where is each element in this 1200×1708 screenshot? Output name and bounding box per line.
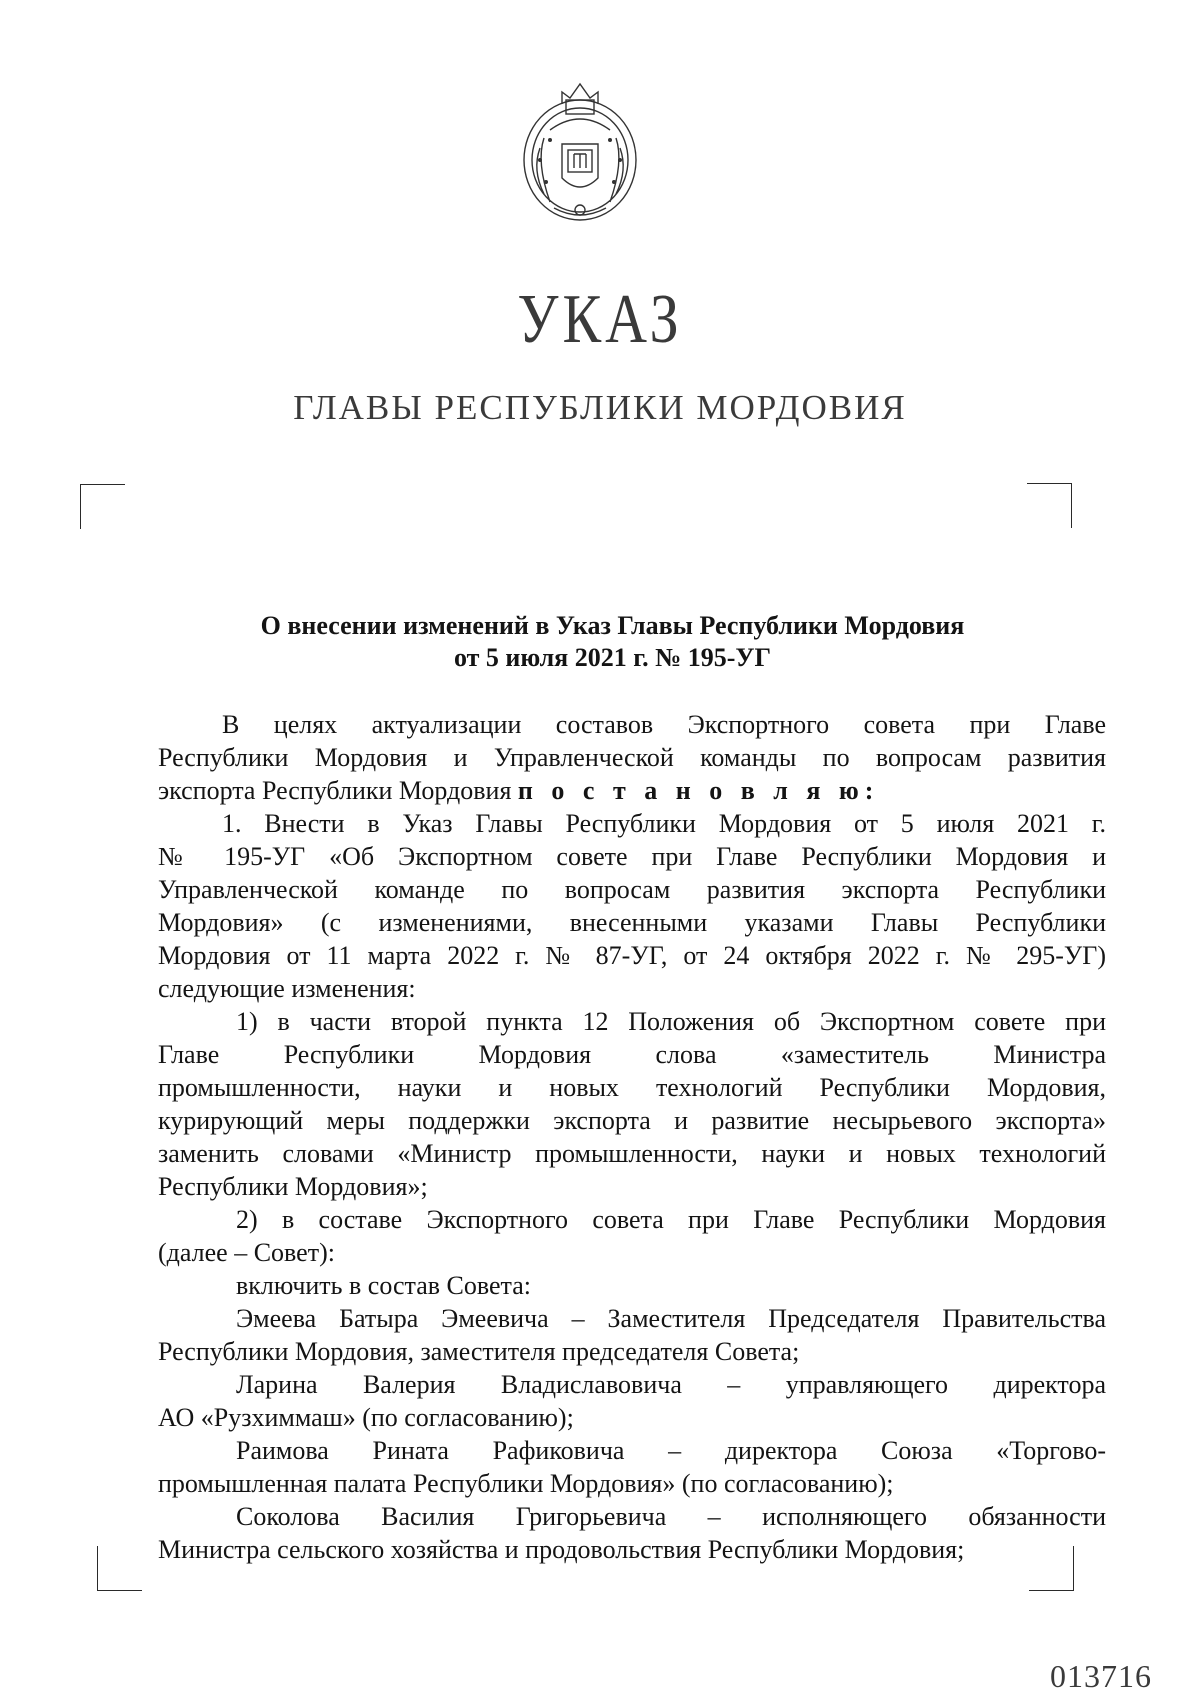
document-title [200, 610, 1025, 674]
sub1-line: заменить словами «Министр промышленности, науки и новых технологий [158, 1139, 1106, 1168]
member-line: Соколова Василия Григорьевича – исполняющего обязанности [236, 1502, 1106, 1531]
sub1-line: курирующий меры поддержки экспорта и развитие несырьевого экспорта» [158, 1106, 1106, 1135]
member-line: Ларина Валерия Владиславовича – управляющего директора [236, 1370, 1106, 1399]
sub1-line: Республики Мордовия»; [158, 1172, 428, 1201]
decree-header-subtitle: ГЛАВЫ РЕСПУБЛИКИ МОРДОВИЯ [293, 388, 907, 427]
sub1-line: Главе Республики Мордовия слова «заместитель Министра [158, 1040, 1106, 1069]
corner-mark-top-left [80, 484, 125, 529]
sub1-line: 1) в части второй пункта 12 Положения об Экспортном совете при [236, 1007, 1106, 1036]
corner-mark-top-right [1027, 483, 1072, 528]
sub2-line: включить в состав Совета: [236, 1271, 531, 1300]
item1-line: № 195-УГ «Об Экспортном совете при Главе Республики Мордовия и [158, 842, 1106, 871]
sub2-line: 2) в составе Экспортного совета при Главе Республики Мордовия [236, 1205, 1106, 1234]
document-title-line: О внесении изменений в Указ Главы Республики Мордовия [260, 611, 965, 640]
member-line: Раимова Рината Рафиковича – директора Союза «Торгово- [236, 1436, 1106, 1465]
member-line: АО «Рузхиммаш» (по согласованию); [158, 1403, 574, 1432]
sub1-line: промышленности, науки и новых технологий Республики Мордовия, [158, 1073, 1106, 1102]
document-body [158, 708, 1106, 1566]
document-title-line: от 5 июля 2021 г. № 195-УГ [453, 643, 772, 672]
sub2-line: (далее – Совет): [158, 1238, 335, 1267]
corner-mark-bottom-right [1029, 1546, 1074, 1591]
member-line: Эмеева Батыра Эмеевича – Заместителя Председателя Правительства [236, 1304, 1106, 1333]
intro-line: Республики Мордовия и Управленческой команды по вопросам развития [158, 743, 1106, 772]
item1-line: Мордовия от 11 марта 2022 г. № 87-УГ, от 24 октября 2022 г. № 295-УГ) [158, 941, 1106, 970]
intro-line: В целях актуализации составов Экспортного совета при Главе [222, 710, 1106, 739]
intro-line [158, 774, 1106, 807]
coat-of-arms-emblem [510, 78, 650, 228]
item1-line: 1. Внести в Указ Главы Республики Мордовия от 5 июля 2021 г. [222, 809, 1106, 838]
item1-line: Мордовия» (с изменениями, внесенными указами Главы Республики [158, 908, 1106, 937]
member-line: Министра сельского хозяйства и продовольствия Республики Мордовия; [158, 1535, 965, 1564]
intro-text: экспорта Республики Мордовия [158, 776, 512, 805]
member-line: Республики Мордовия, заместителя председателя Совета; [158, 1337, 800, 1366]
page-number: 013716 [1050, 1658, 1152, 1694]
decree-header-title: УКАЗ [517, 279, 683, 358]
item1-line: следующие изменения: [158, 974, 416, 1003]
resolve-word: п о с т а н о в л я ю: [517, 776, 880, 805]
member-line: промышленная палата Республики Мордовия» (по согласованию); [158, 1469, 894, 1498]
corner-mark-bottom-left [97, 1546, 142, 1591]
item1-line: Управленческой команде по вопросам развития экспорта Республики [158, 875, 1106, 904]
